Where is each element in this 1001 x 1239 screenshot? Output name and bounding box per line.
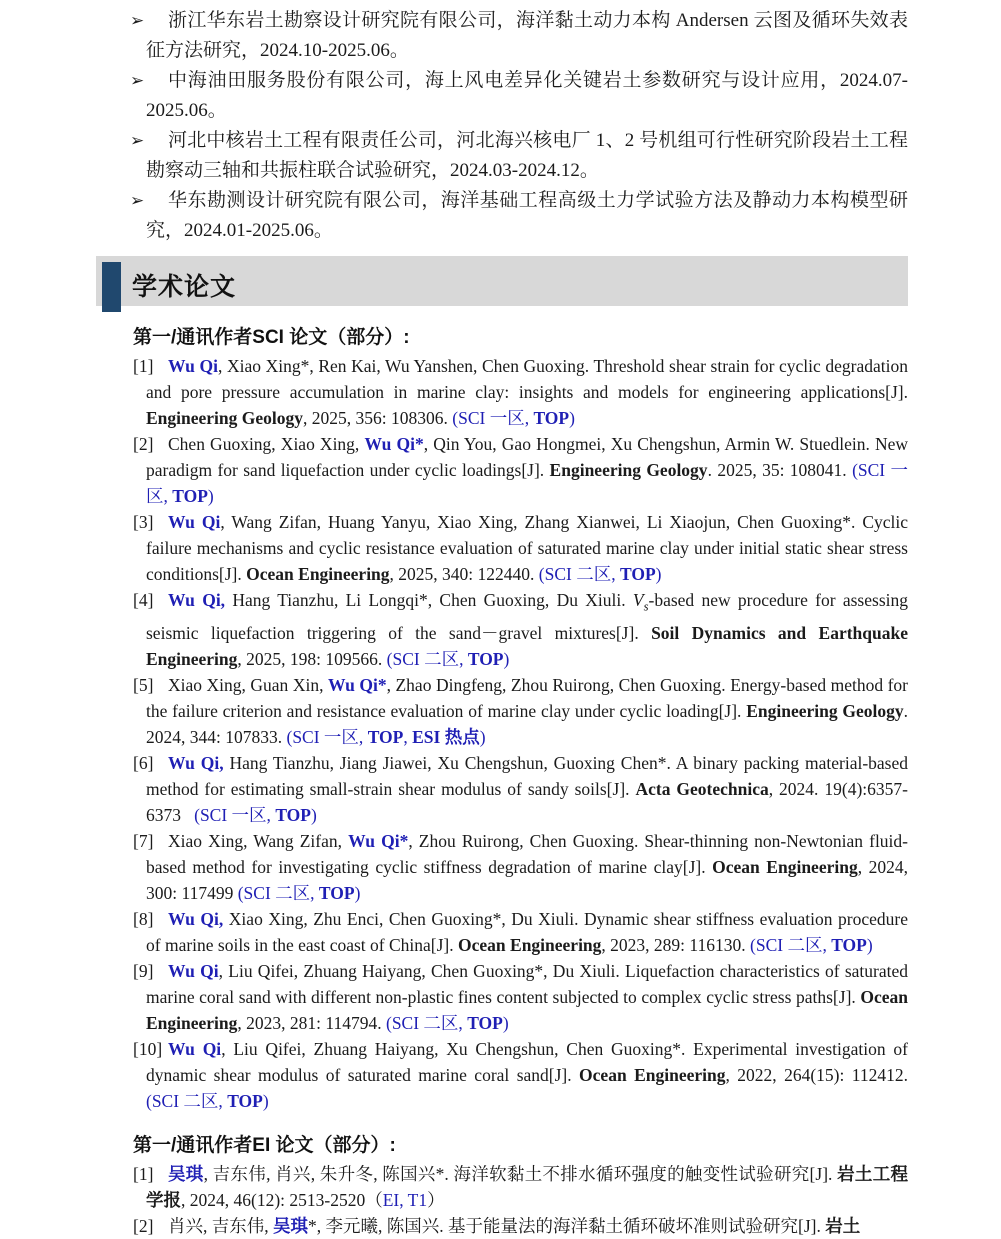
text-segment: (SCI 一区,: [146, 460, 908, 506]
section-title: 学术论文: [132, 273, 237, 301]
text-segment: Wu Qi: [168, 356, 218, 376]
paper-item: [100, 431, 908, 509]
paper-item: [100, 1161, 908, 1213]
paper-item: [100, 1213, 908, 1239]
text-segment: Wu Qi: [168, 512, 221, 532]
ei-papers-heading: 第一/通讯作者EI 论文（部分）:: [133, 1134, 396, 1156]
text-segment: TOP: [467, 1012, 503, 1033]
text-segment: Wu Qi,: [168, 908, 224, 929]
text-segment: 吴琪: [168, 1163, 204, 1184]
paper-number: [8]: [133, 908, 154, 929]
text-segment: , 2025, 356: 108306.: [303, 408, 453, 428]
text-segment: Xiao Xing, Zhu Enci, Chen Guoxing*, Du Xiuli. Dynamic shear stiffness evaluation procedure of marine soils in the east coast of China[J].: [146, 908, 908, 955]
text-segment: ): [354, 882, 361, 903]
text-segment: , Zhao Dingfeng, Zhou Ruirong, Chen Guoxing. Energy-based method for the failure criterion and resistance evaluation of marine clay under cyclic loading[J].: [146, 674, 908, 721]
text-segment: V: [632, 590, 644, 610]
text-segment: Xiao Xing, Wang Zifan,: [168, 830, 349, 851]
text-segment: Xiao Xing, Guan Xin,: [168, 674, 328, 695]
text-segment: Chen Guoxing, Xiao Xing,: [168, 434, 365, 454]
section-accent-bar: [102, 262, 121, 312]
text-segment: s: [643, 599, 649, 614]
project-text: 浙江华东岩土勘察设计研究院有限公司，海洋黏土动力本构 Andersen 云图及循环失效表征方法研究，2024.10-2025.06。: [146, 10, 908, 61]
text-segment: Wu Qi: [168, 1038, 222, 1059]
paper-number: [7]: [133, 830, 154, 851]
sci-papers-heading: 第一/通讯作者SCI 论文（部分）:: [133, 327, 410, 348]
paper-item: [100, 958, 908, 1036]
text-segment: TOP: [227, 1090, 263, 1111]
bullet-arrow-icon: ➢: [130, 11, 145, 30]
text-segment: Wu Qi*: [327, 674, 387, 695]
text-segment: , 2024, 300: 117499: [146, 856, 908, 903]
text-segment: ): [310, 804, 317, 825]
text-segment: , Qin You, Gao Hongmei, Xu Chengshun, Armin W. Stuedlein. New paradigm for sand liquefaction under cyclic loadings[J].: [146, 434, 909, 480]
paper-number: [2]: [133, 1215, 154, 1236]
text-segment: TOP: [318, 882, 355, 903]
paper-item: [100, 587, 908, 672]
paper-item: [100, 509, 908, 587]
paper-number: [6]: [133, 752, 154, 773]
text-segment: (SCI 二区,: [386, 1012, 468, 1033]
text-segment: Soil Dynamics and Earthquake Engineering: [146, 622, 908, 669]
paper-number: [1]: [133, 1163, 154, 1184]
text-segment: TOP: [619, 564, 656, 584]
text-segment: Acta Geotechnica: [635, 778, 769, 799]
project-item: [100, 66, 908, 126]
text-segment: Wu Qi,: [168, 752, 224, 773]
paper-item: [100, 828, 908, 906]
paper-number: [9]: [133, 960, 154, 981]
text-segment: ): [262, 1090, 269, 1111]
paper-item: [100, 1036, 908, 1114]
text-segment: , 吉东伟, 肖兴, 朱升冬, 陈国兴*. 海洋软黏土不排水循环强度的触变性试验研究[J].: [203, 1163, 838, 1184]
text-segment: ): [569, 408, 575, 428]
text-segment: Ocean Engineering: [579, 1064, 726, 1085]
text-segment: TOP: [467, 648, 504, 669]
text-segment: ): [207, 486, 214, 506]
paper-number: [4]: [133, 590, 154, 610]
text-segment: ): [479, 726, 486, 747]
project-text: 华东勘测设计研究院有限公司，海洋基础工程高级土力学试验方法及静动力本构模型研究，2024.01-2025.06。: [146, 190, 908, 241]
project-list: [100, 6, 908, 246]
text-segment: , Liu Qifei, Zhuang Haiyang, Chen Guoxing*, Du Xiuli. Liquefaction characteristics of saturated marine coral sand with different non-plastic fines content subjected to complex cyclic stress paths[J].: [146, 960, 908, 1007]
text-segment: , 2023, 281: 114794.: [237, 1012, 386, 1033]
project-text: 中海油田服务股份有限公司，海上风电差异化关键岩土参数研究与设计应用，2024.07-2025.06。: [146, 70, 908, 121]
text-segment: Hang Tianzhu, Li Longqi*, Chen Guoxing, Du Xiuli.: [225, 590, 633, 610]
text-segment: 吴琪: [273, 1215, 308, 1236]
text-segment: ): [655, 564, 662, 584]
text-segment: Ocean Engineering: [458, 934, 602, 955]
text-segment: TOP: [831, 934, 867, 955]
paper-number: [10]: [133, 1038, 163, 1059]
text-segment: Engineering Geology: [146, 408, 304, 428]
ei-papers-list: [100, 1161, 908, 1239]
paper-number: [1]: [133, 356, 154, 376]
text-segment: TOP: [367, 726, 404, 747]
project-text: 河北中核岩土工程有限责任公司，河北海兴核电厂 1、2 号机组可行性研究阶段岩土工程勘察动三轴和共振柱联合试验研究，2024.03-2024.12。: [146, 130, 908, 181]
text-segment: (SCI 二区,: [146, 1090, 228, 1111]
text-segment: Engineering Geology: [746, 700, 904, 721]
text-segment: Wu Qi*: [364, 434, 424, 454]
text-segment: , Wang Zifan, Huang Yanyu, Xiao Xing, Zhang Xianwei, Li Xiaojun, Chen Guoxing*. Cyclic failure mechanisms and cyclic resistance evaluation of saturated marine clay under initial static shear stress conditions[J].: [146, 512, 908, 584]
text-segment: 岩土: [825, 1215, 861, 1236]
text-segment: ,: [403, 726, 413, 747]
text-segment: TOP: [533, 408, 570, 428]
text-segment: EI, T1: [382, 1189, 428, 1210]
paper-item: [100, 750, 908, 828]
text-segment: Ocean Engineering: [712, 856, 858, 877]
section-header-bar: [96, 256, 908, 306]
text-segment: , Liu Qifei, Zhuang Haiyang, Xu Chengshun, Chen Guoxing*. Experimental investigation of dynamic shear modulus of saturated marine coral sand[J].: [146, 1038, 908, 1085]
text-segment: (SCI 二区,: [237, 882, 319, 903]
text-segment: (SCI 二区,: [750, 934, 832, 955]
project-item: [100, 186, 908, 246]
paper-item: [100, 906, 908, 958]
text-segment: (SCI 二区,: [386, 648, 468, 669]
text-segment: . 2025, 35: 108041.: [707, 460, 853, 480]
text-segment: , 2024, 46(12): 2513-2520: [181, 1189, 366, 1210]
text-segment: (SCI 一区,: [286, 726, 368, 747]
text-segment: （: [365, 1189, 383, 1210]
text-segment: (SCI 一区,: [194, 804, 276, 825]
bullet-arrow-icon: ➢: [130, 191, 145, 210]
text-segment: ): [502, 1012, 509, 1033]
text-segment: , 2022, 264(15): 112412.: [725, 1064, 909, 1085]
text-segment: , Xiao Xing*, Ren Kai, Wu Yanshen, Chen Guoxing. Threshold shear strain for cyclic degradation and pore pressure accumulation in marine clay: insights and models for engineering applications[J].: [146, 356, 908, 402]
text-segment: Ocean Engineering: [146, 986, 908, 1033]
text-segment: 岩土工程学报: [146, 1163, 909, 1210]
text-segment: ): [866, 934, 873, 955]
text-segment: Engineering Geology: [549, 460, 708, 480]
text-segment: (SCI 二区,: [538, 564, 620, 584]
project-item: [100, 126, 908, 186]
text-segment: (SCI 一区,: [452, 408, 534, 428]
bullet-arrow-icon: ➢: [130, 71, 145, 90]
paper-item: [100, 353, 908, 431]
text-segment: -based new procedure for assessing seismic liquefaction triggering of the sand－gravel mixtures[J].: [146, 590, 908, 643]
paper-number: [5]: [133, 674, 154, 695]
text-segment: . 2024, 344: 107833.: [146, 700, 909, 747]
text-segment: , 2025, 198: 109566.: [237, 648, 387, 669]
text-segment: Wu Qi,: [168, 590, 226, 610]
text-segment: , 2025, 340: 122440.: [389, 564, 539, 584]
text-segment: ）: [427, 1189, 445, 1210]
bullet-arrow-icon: ➢: [130, 131, 145, 150]
text-segment: , 2023, 289: 116130.: [601, 934, 751, 955]
text-segment: ESI 热点: [412, 726, 480, 747]
text-segment: Wu Qi: [168, 960, 219, 981]
text-segment: , Zhou Ruirong, Chen Guoxing. Shear-thinning non-Newtonian fluid-based method for investigating cyclic stiffness degradation of marine clay[J].: [146, 830, 908, 877]
text-segment: Ocean Engineering: [246, 564, 390, 584]
text-segment: ): [503, 648, 510, 669]
text-segment: 肖兴, 吉东伟,: [168, 1215, 273, 1236]
project-item: [100, 6, 908, 66]
text-segment: TOP: [172, 486, 208, 506]
text-segment: , 2024. 19(4):6357-6373: [146, 778, 908, 825]
text-segment: TOP: [275, 804, 311, 825]
text-segment: *, 李元曦, 陈国兴. 基于能量法的海洋黏土循环破坏准则试验研究[J].: [308, 1215, 826, 1236]
page-content: [100, 0, 908, 1239]
text-segment: Hang Tianzhu, Jiang Jiawei, Xu Chengshun, Guoxing Chen*. A binary packing material-based method for estimating small-strain shear modulus of sandy soils[J].: [146, 752, 908, 799]
paper-item: [100, 672, 908, 750]
text-segment: Wu Qi*: [348, 830, 409, 851]
sci-papers-list: [100, 353, 908, 1114]
paper-number: [3]: [133, 512, 154, 532]
paper-number: [2]: [133, 434, 154, 454]
